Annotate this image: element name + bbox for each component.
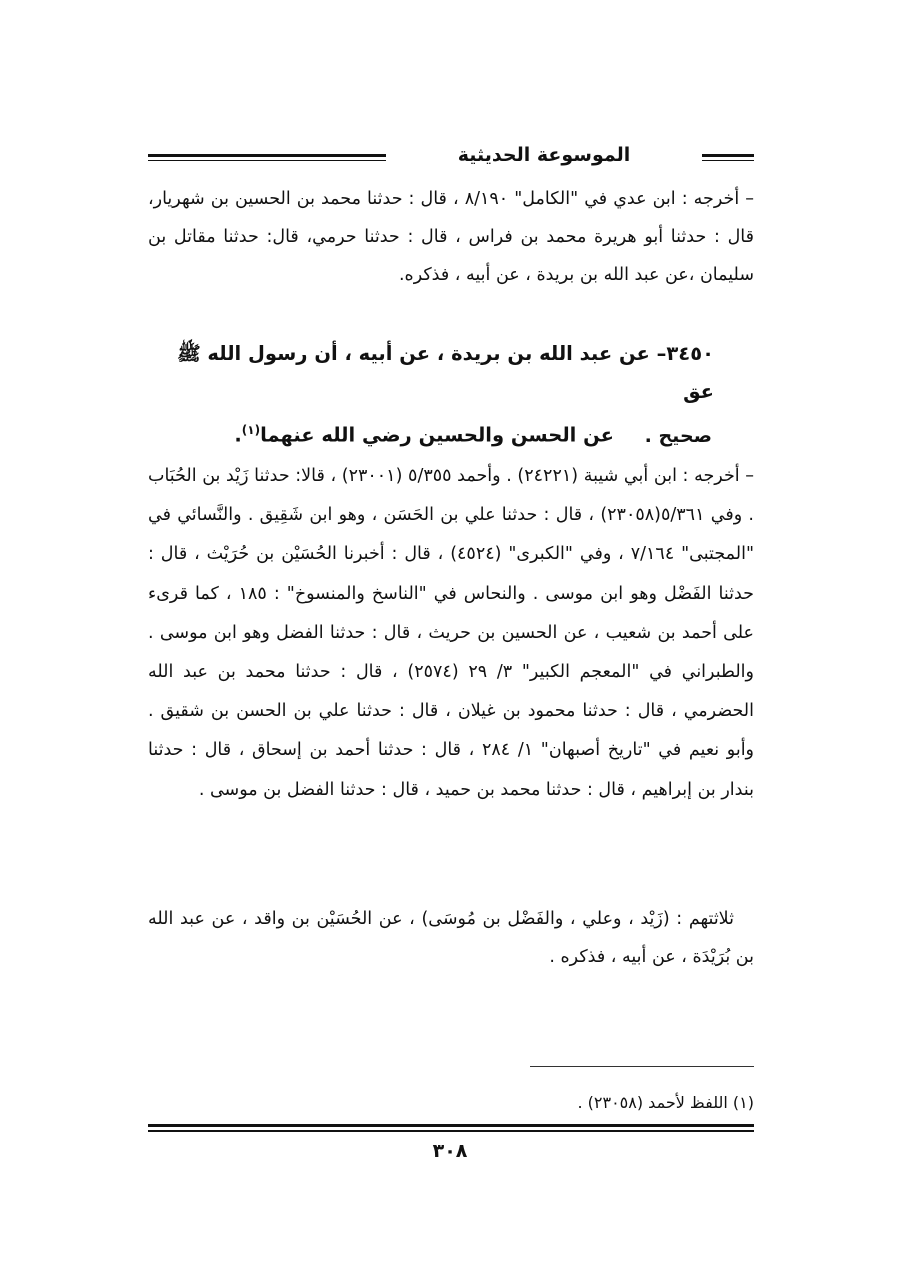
page-number: ٣٠٨ [432, 1140, 468, 1162]
header-rule-left [148, 154, 386, 161]
hadith-grade: صحيح . [644, 425, 712, 447]
takhrij-paragraph-1: – أخرجه : ابن عدي في "الكامل" ٨/١٩٠ ، قال : حدثنا محمد بن الحسين بن شهريار، قال : حدثنا أبو هريرة محمد بن فراس ، قال : حدثنا حرمي، قال: حدثنا مقاتل بن سليمان ،عن عبد الله بن بريدة ، عن أبيه ، فذكره. [148, 189, 754, 285]
header-title: الموسوعة الحديثية [457, 144, 631, 166]
takhrij-paragraph-3: ثلاثتهم : (زَيْد ، وعلي ، والفَضْل بن مُوسَى) ، عن الحُسَيْن بن واقد ، عن عبد الله بن بُرَيْدَة ، عن أبيه ، فذكره . [148, 909, 754, 967]
takhrij-paragraph-2: – أخرجه : ابن أبي شيبة (٢٤٢٢١) . وأحمد ٥/٣٥٥ (٢٣٠٠١) ، قالا: حدثنا زَيْد بن الحُبَاب . وفي ٥/٣٦١(٢٣٠٥٨) ، قال : حدثنا علي بن الحَسَن ، وهو ابن شَقِيق . والنَّسائي في "المجتبى" ٧/١٦٤ ، وفي "الكبرى" (٤٥٢٤) ، قال : أخبرنا الحُسَيْن بن حُرَيْث ، قال : حدثنا الفَضْل وهو ابن موسى . والنحاس في "الناسخ والمنسوخ" : ١٨٥ ، كما قرىء على أحمد بن شعيب ، عن الحسين بن حريث ، قال : حدثنا الفضل وهو ابن موسى . والطبراني في "المعجم الكبير" ٣/ ٢٩ (٢٥٧٤) ، قال : حدثنا محمد بن عبد الله الحضرمي ، قال : حدثنا محمود بن غيلان ، قال : حدثنا علي بن الحسن بن شقيق . وأبو نعيم في "تاريخ أصبهان" ١/ ٢٨٤ ، قال : حدثنا أحمد بن إسحاق ، قال : حدثنا بندار بن إبراهيم ، قال : حدثنا محمد بن حميد ، قال : حدثنا الفضل بن موسى . [148, 466, 755, 800]
footnote-divider [530, 1066, 754, 1067]
running-header [148, 140, 754, 172]
footnote: (١) اللفظ لأحمد (٢٣٠٥٨) . [577, 1093, 754, 1112]
bottom-rule [148, 1124, 754, 1132]
hadith-line-2: عن الحسن والحسين رضي الله عنهما$^{(١)}$. [234, 423, 614, 447]
hadith-line-2-text: عن الحسن والحسين رضي الله عنهما [260, 423, 614, 447]
header-rule-right [702, 154, 754, 161]
footnote-marker[interactable]: (١) [241, 423, 261, 437]
hadith-line-1: ٣٤٥٠– عن عبد الله بن بريدة ، عن أبيه ، أن رسول الله ﷺ عق [177, 342, 714, 403]
